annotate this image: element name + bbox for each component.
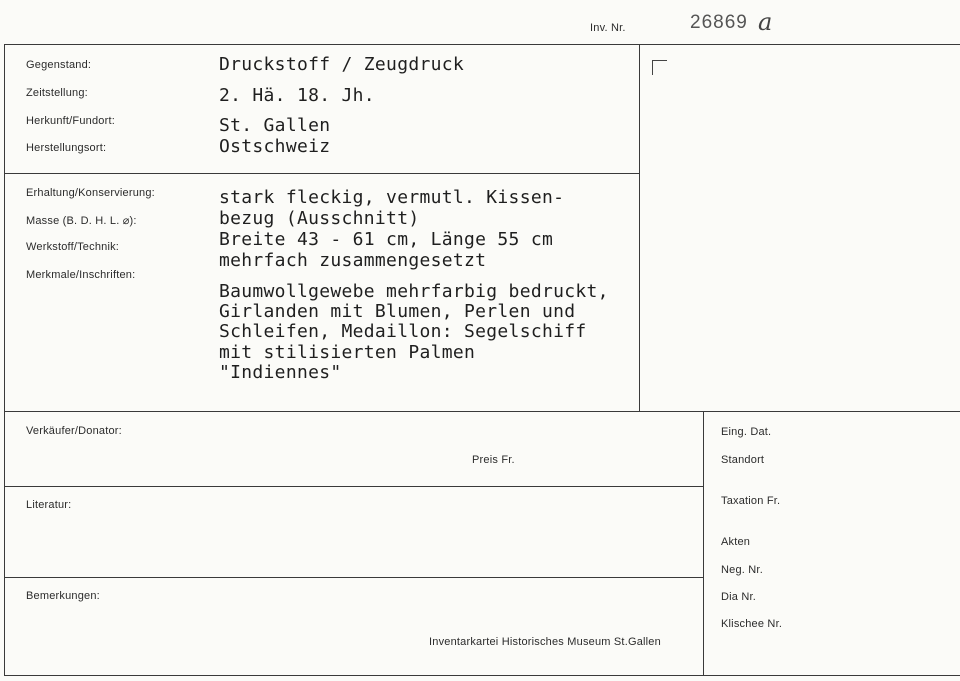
object-section-divider [4, 173, 639, 174]
label-masse: Masse (B. D. H. L. ⌀): [26, 215, 137, 227]
label-dia-nr: Dia Nr. [721, 591, 757, 603]
technique-line: mehrfach zusammengesetzt [219, 250, 487, 271]
bottom-border [4, 675, 960, 676]
label-standort: Standort [721, 454, 765, 466]
label-herkunft: Herkunft/Fundort: [26, 115, 115, 127]
dimensions-line: Breite 43 - 61 cm, Länge 55 cm [219, 229, 554, 250]
upper-column-divider [639, 44, 640, 411]
label-merkmale: Merkmale/Inschriften: [26, 269, 136, 281]
value-gegenstand: Druckstoff / Zeugdruck [219, 54, 465, 75]
label-bemerkungen: Bemerkungen: [26, 590, 100, 602]
left-border [4, 44, 5, 676]
inv-number-label: Inv. Nr. [590, 22, 626, 34]
value-zeitstellung: 2. Hä. 18. Jh. [219, 85, 375, 106]
label-gegenstand: Gegenstand: [26, 59, 92, 71]
label-verkaeufer: Verkäufer/Donator: [26, 425, 122, 437]
inv-number: 26869 [690, 12, 748, 33]
lower-section-divider [4, 411, 960, 412]
label-taxation: Taxation Fr. [721, 495, 781, 507]
header-divider [4, 44, 960, 45]
label-eing-dat: Eing. Dat. [721, 426, 772, 438]
label-klischee-nr: Klischee Nr. [721, 618, 783, 630]
description-line: Schleifen, Medaillon: Segelschiff [219, 321, 587, 342]
condition-line: stark fleckig, vermutl. Kissen- [219, 187, 565, 208]
seller-section-divider [4, 486, 703, 487]
label-akten: Akten [721, 536, 751, 548]
label-preis: Preis Fr. [472, 454, 515, 466]
lower-column-divider [703, 411, 704, 676]
description-line: "Indiennes" [219, 362, 342, 383]
inv-number-suffix: a [758, 8, 773, 36]
literature-section-divider [4, 577, 703, 578]
value-herstellungsort: Ostschweiz [219, 136, 331, 157]
value-herkunft: St. Gallen [219, 115, 331, 136]
description-line: Girlanden mit Blumen, Perlen und [219, 301, 576, 322]
label-zeitstellung: Zeitstellung: [26, 87, 88, 99]
description-line: Baumwollgewebe mehrfarbig bedruckt, [219, 281, 609, 302]
label-literatur: Literatur: [26, 499, 72, 511]
photo-corner-mark [652, 60, 667, 75]
label-werkstoff: Werkstoff/Technik: [26, 241, 120, 253]
label-neg-nr: Neg. Nr. [721, 564, 763, 576]
description-line: mit stilisierten Palmen [219, 342, 476, 363]
label-herstellungsort: Herstellungsort: [26, 142, 107, 154]
card-footer: Inventarkartei Historisches Museum St.Gallen [429, 636, 661, 648]
condition-line: bezug (Ausschnitt) [219, 208, 420, 229]
label-erhaltung: Erhaltung/Konservierung: [26, 187, 155, 199]
